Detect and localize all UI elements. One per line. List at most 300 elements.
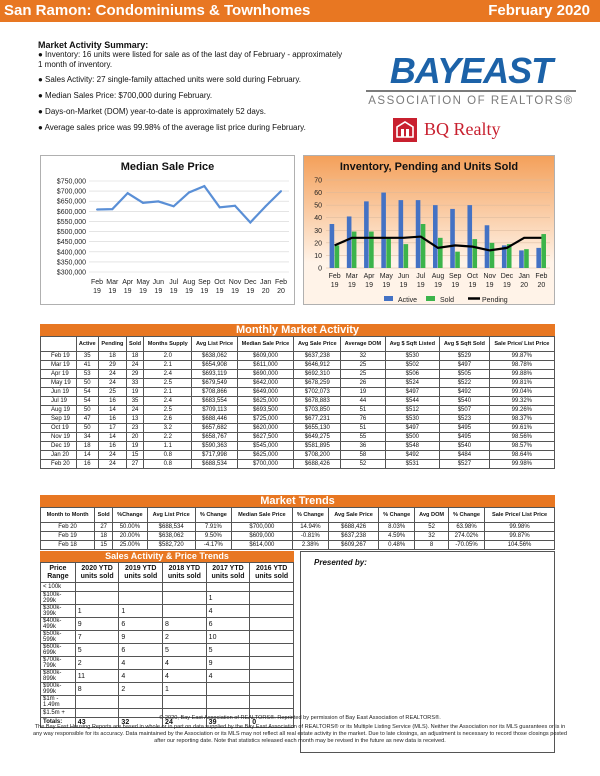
table-cell: $492 xyxy=(440,388,490,397)
table-cell: $688,534 xyxy=(147,523,195,532)
table-cell: 52 xyxy=(415,523,449,532)
column-header: % Change xyxy=(292,508,328,523)
table-cell: 99.88% xyxy=(489,370,554,379)
bq-house-icon xyxy=(392,117,418,143)
column-header: Sold xyxy=(127,337,144,352)
table-cell: Totals: xyxy=(41,718,76,727)
table-cell: 99.04% xyxy=(489,388,554,397)
table-cell xyxy=(250,631,294,644)
table-cell: 2.5 xyxy=(144,379,192,388)
x-tick-label: 19 xyxy=(93,288,101,295)
table-cell: Aug 19 xyxy=(41,406,77,415)
column-header: % Change xyxy=(379,508,415,523)
table-cell: 7 xyxy=(75,631,119,644)
data-point xyxy=(127,192,129,194)
table-row xyxy=(41,433,555,442)
table-row xyxy=(41,541,555,550)
table-cell: $497 xyxy=(440,361,490,370)
table-cell: $700,000 xyxy=(231,523,292,532)
column-header: Sale Price/ List Price xyxy=(489,337,554,352)
summary-bullet: ● Median Sales Price: $700,000 during February. xyxy=(38,90,213,100)
table-cell: $693,500 xyxy=(237,406,294,415)
column-header: % Change xyxy=(195,508,231,523)
table-cell: $620,000 xyxy=(237,424,294,433)
x-tick-label: 19 xyxy=(185,288,193,295)
x-tick-label: Apr xyxy=(122,279,134,286)
table-cell: 76 xyxy=(341,415,385,424)
table-cell: 24 xyxy=(98,379,126,388)
x-tick-label: Sep xyxy=(198,279,211,286)
table-cell: 52 xyxy=(341,460,385,469)
report-header xyxy=(0,0,600,22)
summary-bullet: ● Days-on-Market (DOM) year-to-date is approximately 52 days. xyxy=(38,107,267,117)
table-cell: 34 xyxy=(76,433,98,442)
data-point xyxy=(96,209,98,211)
table-cell: 11 xyxy=(75,670,119,683)
table-cell: 25 xyxy=(341,370,385,379)
table-cell: 104.56% xyxy=(485,541,555,550)
table-row xyxy=(41,352,555,361)
table-cell: $505 xyxy=(440,370,490,379)
table-cell: $637,238 xyxy=(294,352,341,361)
table-cell: Feb 19 xyxy=(41,532,95,541)
table-cell: $495 xyxy=(440,433,490,442)
table-cell: 16 xyxy=(98,415,126,424)
table-cell: 51 xyxy=(341,424,385,433)
table-cell: $649,275 xyxy=(294,433,341,442)
table-cell: 5 xyxy=(163,644,207,657)
x-tick-label: 19 xyxy=(169,288,178,295)
table-cell: $688,426 xyxy=(294,460,341,469)
table-cell: 19 xyxy=(127,442,144,451)
bq-realty-name: BQ Realty xyxy=(424,119,501,139)
table-cell: $638,062 xyxy=(192,352,237,361)
bar-sold xyxy=(386,238,391,268)
table-cell: 32 xyxy=(119,718,163,727)
table-cell: Feb 20 xyxy=(41,523,95,532)
table-cell: 5 xyxy=(75,644,119,657)
table-cell xyxy=(163,592,207,605)
bar-active xyxy=(347,216,352,268)
data-point xyxy=(111,208,113,210)
table-cell: 98.64% xyxy=(489,451,554,460)
y-tick-label: 30 xyxy=(314,227,322,235)
x-tick-label: 19 xyxy=(365,282,373,289)
column-header xyxy=(41,337,77,352)
data-point xyxy=(265,205,267,207)
table-cell: $700,000 xyxy=(237,460,294,469)
table-row xyxy=(41,605,294,618)
table-cell: 50 xyxy=(76,379,98,388)
table-cell: 16 xyxy=(98,397,126,406)
table-cell xyxy=(250,605,294,618)
table-cell: 98.57% xyxy=(489,442,554,451)
table-cell: 14.94% xyxy=(292,523,328,532)
y-tick-label: $350,000 xyxy=(56,259,86,267)
table-cell: 24 xyxy=(163,718,207,727)
table-cell: 16 xyxy=(76,460,98,469)
table-cell: 98.56% xyxy=(489,433,554,442)
table-header-row xyxy=(41,508,555,523)
bar-sold xyxy=(404,244,409,268)
column-header: Median Sale Price xyxy=(231,508,292,523)
market-summary xyxy=(38,40,343,133)
bar-active xyxy=(416,200,421,268)
x-tick-label: 19 xyxy=(108,288,117,295)
table-row xyxy=(41,631,294,644)
table-cell: 24 xyxy=(127,361,144,370)
table-cell: $688,426 xyxy=(328,523,378,532)
column-header: Sold xyxy=(95,508,113,523)
table-cell: $497 xyxy=(385,388,439,397)
x-tick-label: Feb xyxy=(90,279,104,286)
table-row xyxy=(41,592,294,605)
bar-active xyxy=(381,193,386,268)
table-cell: Jan 20 xyxy=(41,451,77,460)
bar-sold xyxy=(472,239,477,268)
table-cell: 14 xyxy=(98,406,126,415)
table-cell: 99.98% xyxy=(485,523,555,532)
table-cell: 15 xyxy=(127,451,144,460)
sales-activity-table xyxy=(40,562,294,728)
x-tick-label: Jan xyxy=(518,273,530,280)
table-cell: 1 xyxy=(206,592,250,605)
bar-sold xyxy=(490,243,495,268)
bayeast-wordmark: BAYEAST xyxy=(366,52,576,92)
table-cell: 99.98% xyxy=(489,460,554,469)
x-tick-label: Nov xyxy=(228,279,242,286)
y-tick-label: 70 xyxy=(314,177,322,185)
table-cell: 24 xyxy=(98,370,126,379)
table-cell: 32 xyxy=(415,532,449,541)
table-cell: 2.2 xyxy=(144,433,192,442)
table-cell xyxy=(119,592,163,605)
table-row xyxy=(41,388,555,397)
y-tick-label: 50 xyxy=(314,202,322,210)
table-cell: Jun 19 xyxy=(41,388,77,397)
table-cell: $702,073 xyxy=(294,388,341,397)
table-cell: 43 xyxy=(75,718,119,727)
table-cell: 50 xyxy=(76,424,98,433)
table-cell: 53 xyxy=(76,370,98,379)
x-tick-label: Jun xyxy=(152,279,164,286)
column-header: Months Supply xyxy=(144,337,192,352)
table-cell: $678,883 xyxy=(294,397,341,406)
table-cell xyxy=(206,683,250,696)
table-cell: $625,000 xyxy=(237,451,294,460)
table-row xyxy=(41,644,294,657)
y-tick-label: 0 xyxy=(318,265,322,273)
table-cell: $627,500 xyxy=(237,433,294,442)
bar-sold xyxy=(524,249,529,268)
x-tick-label: Nov xyxy=(483,273,496,280)
table-cell: Sep 19 xyxy=(41,415,77,424)
table-cell: 25.00% xyxy=(113,541,147,550)
x-tick-label: Dec xyxy=(244,279,257,286)
x-tick-label: 19 xyxy=(451,282,460,289)
table-cell: $1m - 1.49m xyxy=(41,696,76,709)
data-point xyxy=(280,190,282,192)
table-cell: Dec 19 xyxy=(41,442,77,451)
table-cell: $524 xyxy=(385,379,439,388)
bar-active xyxy=(330,224,335,268)
y-tick-label: $500,000 xyxy=(56,229,86,237)
legend-label: Sold xyxy=(440,297,455,304)
table-cell xyxy=(119,583,163,592)
table-cell: $531 xyxy=(385,460,439,469)
table-cell: 41 xyxy=(76,361,98,370)
summary-bullet: ● Inventory: 16 units were listed for sale as of the last day of February - approximately 1 month of inventory. xyxy=(38,50,343,70)
median-price-plot xyxy=(41,156,296,306)
column-header: Avg List Price xyxy=(147,508,195,523)
summary-bullet: ● Sales Activity: 27 single-family attached units were sold during February. xyxy=(38,74,302,84)
table-cell: 18 xyxy=(98,352,126,361)
market-trends xyxy=(40,495,555,550)
bar-active xyxy=(519,250,524,268)
table-cell: 14 xyxy=(98,433,126,442)
table-cell: 14 xyxy=(76,451,98,460)
column-header: Average DOM xyxy=(341,337,385,352)
table-cell: $638,062 xyxy=(147,532,195,541)
table-cell: -4.17% xyxy=(195,541,231,550)
bar-active xyxy=(485,225,490,268)
table-row xyxy=(41,583,294,592)
table-cell: 15 xyxy=(95,541,113,550)
table-cell: $502 xyxy=(385,361,439,370)
column-header: Avg $ Sqft Sold xyxy=(440,337,490,352)
table-cell: 50.00% xyxy=(113,523,147,532)
table-cell: $678,259 xyxy=(294,379,341,388)
summary-heading: Market Activity Summary: xyxy=(38,40,149,50)
market-activity-table xyxy=(40,336,555,469)
table-cell: $590,363 xyxy=(192,442,237,451)
table-cell: 55 xyxy=(341,433,385,442)
x-tick-label: Jul xyxy=(416,273,426,280)
table-cell: 27 xyxy=(95,523,113,532)
table-cell xyxy=(75,583,119,592)
table-cell: $507 xyxy=(440,406,490,415)
table-cell: $500 xyxy=(385,433,439,442)
x-tick-label: Sep xyxy=(448,273,462,280)
table-cell: 0.48% xyxy=(379,541,415,550)
table-cell: 6 xyxy=(206,618,250,631)
x-tick-label: 19 xyxy=(416,282,425,289)
table-cell: $717,998 xyxy=(192,451,237,460)
table-cell: 6 xyxy=(119,618,163,631)
data-point xyxy=(157,200,159,202)
x-tick-label: 19 xyxy=(468,282,477,289)
x-tick-label: 20 xyxy=(537,282,546,289)
table-cell: 20 xyxy=(127,433,144,442)
table-cell xyxy=(163,696,207,709)
table-cell: 10 xyxy=(206,631,250,644)
table-cell: $683,554 xyxy=(192,397,237,406)
data-point xyxy=(142,202,144,204)
bq-realty-logo xyxy=(392,117,532,143)
table-cell: $522 xyxy=(440,379,490,388)
table-cell: 1 xyxy=(119,605,163,618)
y-tick-label: $650,000 xyxy=(56,198,86,206)
y-tick-label: $400,000 xyxy=(56,249,86,257)
table-cell: 98.37% xyxy=(489,415,554,424)
table-cell: Feb 19 xyxy=(41,352,77,361)
footer-disclaimer: The Bay East Housing Reports are based in whole or in part on data supplied by the Bay East Association of REALTORS® or its Multiple Listing Service (MLS). Neither the Association nor its MLS guarantees or is in any way responsible for its accuracy. Data maintained by the Association or its MLS may not reflect all real estate activity in the market. Due to late closings, an adjustment is necessary to record those closings posted after our reporting date. Note that statistics released each month may be revised in the future as new data is received. xyxy=(32,724,568,744)
bar-sold xyxy=(541,234,546,268)
table-cell: 23 xyxy=(127,424,144,433)
table-cell: Jul 19 xyxy=(41,397,77,406)
median-sale-price-chart xyxy=(40,155,295,305)
legend-label: Pending xyxy=(482,297,508,304)
table-cell: $100k-299k xyxy=(41,592,76,605)
data-point xyxy=(219,206,221,208)
bar-sold xyxy=(335,245,340,268)
table-cell: $600k-699k xyxy=(41,644,76,657)
table-cell: 9.50% xyxy=(195,532,231,541)
table-row xyxy=(41,523,555,532)
table-cell xyxy=(206,583,250,592)
table-cell: 4 xyxy=(119,657,163,670)
table-cell: 0.8 xyxy=(144,451,192,460)
legend-label: Active xyxy=(398,297,418,304)
market-trends-table xyxy=(40,507,555,550)
table-cell: $688,446 xyxy=(192,415,237,424)
data-point xyxy=(249,221,251,223)
x-tick-label: Oct xyxy=(214,279,226,286)
x-tick-label: Apr xyxy=(363,273,375,280)
x-tick-label: 19 xyxy=(200,288,209,295)
table-cell: $657,682 xyxy=(192,424,237,433)
x-tick-label: 19 xyxy=(139,288,147,295)
table-cell: 1 xyxy=(75,605,119,618)
table-cell: $655,130 xyxy=(294,424,341,433)
table-cell: $529 xyxy=(440,352,490,361)
table-cell: $609,000 xyxy=(237,352,294,361)
report-title: San Ramon: Condominiums & Townhomes xyxy=(4,2,311,19)
x-tick-label: May xyxy=(379,273,393,280)
column-header: 2018 YTD units sold xyxy=(163,563,207,583)
table-header-row xyxy=(41,337,555,352)
table-cell: 24 xyxy=(98,451,126,460)
table-row xyxy=(41,451,555,460)
table-row xyxy=(41,424,555,433)
bar-sold xyxy=(421,224,426,268)
table-cell: 99.32% xyxy=(489,397,554,406)
x-tick-label: Feb xyxy=(535,273,548,280)
table-cell xyxy=(163,583,207,592)
table-cell: $530 xyxy=(385,352,439,361)
sales-activity xyxy=(40,551,294,728)
table-cell: 25 xyxy=(341,361,385,370)
table-row xyxy=(41,397,555,406)
table-cell xyxy=(75,696,119,709)
table-cell: 18 xyxy=(127,352,144,361)
column-header: 2020 YTD units sold xyxy=(75,563,119,583)
table-cell: 0 xyxy=(250,718,294,727)
table-cell: 8 xyxy=(163,618,207,631)
table-cell: $500k-599k xyxy=(41,631,76,644)
table-cell: 99.61% xyxy=(489,424,554,433)
table-cell: 33 xyxy=(127,379,144,388)
x-tick-label: 19 xyxy=(434,282,442,289)
table-cell xyxy=(250,618,294,631)
table-cell: 9 xyxy=(75,618,119,631)
table-cell: 2 xyxy=(75,657,119,670)
chart-title: Inventory, Pending and Units Sold xyxy=(339,161,519,173)
table-cell: 99.87% xyxy=(485,532,555,541)
table-cell xyxy=(75,592,119,605)
y-tick-label: $300,000 xyxy=(56,269,86,277)
table-cell xyxy=(206,696,250,709)
chart-title: Median Sale Price xyxy=(120,161,215,173)
y-tick-label: $550,000 xyxy=(56,218,86,226)
table-cell: $582,720 xyxy=(147,541,195,550)
table-cell xyxy=(163,605,207,618)
table-cell: 2.1 xyxy=(144,388,192,397)
bar-sold xyxy=(455,252,460,268)
column-header: %Change xyxy=(113,508,147,523)
table-cell: $581,895 xyxy=(294,442,341,451)
table-cell: 4 xyxy=(163,657,207,670)
table-cell: $642,000 xyxy=(237,379,294,388)
table-row xyxy=(41,532,555,541)
x-tick-label: 19 xyxy=(399,282,408,289)
table-cell: 4 xyxy=(206,670,250,683)
table-cell: 4 xyxy=(163,670,207,683)
table-cell: $609,000 xyxy=(231,532,292,541)
y-tick-label: $750,000 xyxy=(56,178,86,186)
table-cell: 27 xyxy=(127,460,144,469)
table-cell: $679,549 xyxy=(192,379,237,388)
column-header: Avg Sale Price xyxy=(294,337,341,352)
column-header: Active xyxy=(76,337,98,352)
table-row xyxy=(41,696,294,709)
table-cell: 29 xyxy=(127,370,144,379)
table-cell: 32 xyxy=(341,352,385,361)
x-tick-label: Feb xyxy=(274,279,288,286)
table-cell: 18 xyxy=(95,532,113,541)
table-cell: $692,310 xyxy=(294,370,341,379)
table-cell: 50 xyxy=(76,406,98,415)
x-tick-label: 19 xyxy=(246,288,255,295)
x-tick-label: 19 xyxy=(347,282,356,289)
x-tick-label: 19 xyxy=(330,282,339,289)
table-cell: $646,912 xyxy=(294,361,341,370)
table-cell: $512 xyxy=(385,406,439,415)
table-row xyxy=(41,683,294,696)
table-cell: 274.02% xyxy=(448,532,484,541)
table-cell: $693,119 xyxy=(192,370,237,379)
table-cell: $545,000 xyxy=(237,442,294,451)
legend-swatch xyxy=(384,296,393,301)
table-cell: $625,000 xyxy=(237,397,294,406)
bayeast-logo xyxy=(366,52,576,112)
table-cell: $654,908 xyxy=(192,361,237,370)
table-cell: -0.81% xyxy=(292,532,328,541)
table-cell: 20.00% xyxy=(113,532,147,541)
table-cell: 99.87% xyxy=(489,352,554,361)
bar-active xyxy=(364,201,369,268)
table-row xyxy=(41,361,555,370)
table-cell: 24 xyxy=(98,460,126,469)
x-tick-label: Mar xyxy=(345,273,358,280)
table-cell: 9 xyxy=(119,631,163,644)
inventory-plot xyxy=(304,156,556,306)
table-cell: 19 xyxy=(127,388,144,397)
column-header: Avg List Price xyxy=(192,337,237,352)
table-cell: $677,231 xyxy=(294,415,341,424)
bar-active xyxy=(467,205,472,268)
column-header: Sale Price/ List Price xyxy=(485,508,555,523)
